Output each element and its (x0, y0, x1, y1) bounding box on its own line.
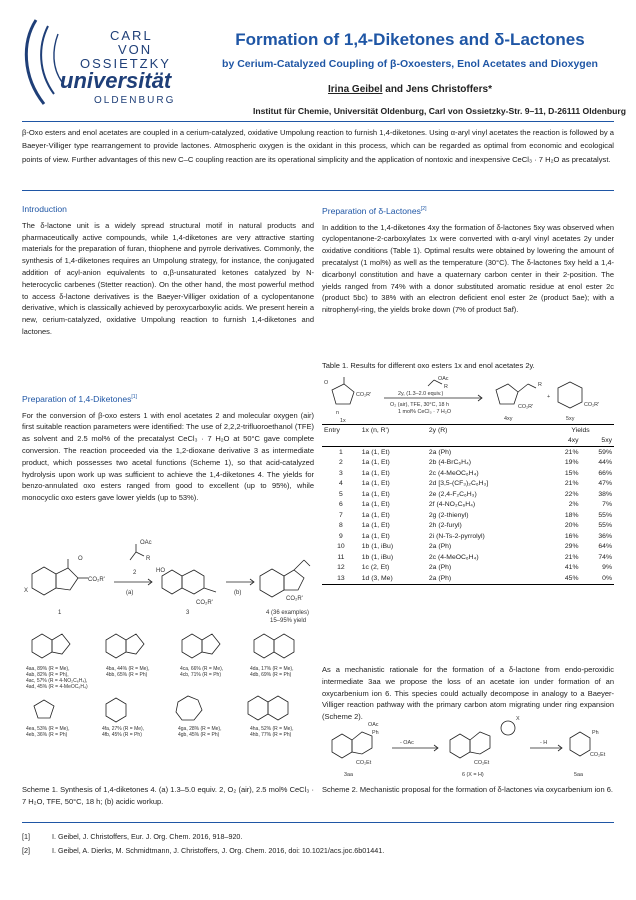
table-cell-oxo-ester: 1a (1, Et) (361, 448, 390, 456)
table-cell-enol-acetate: 2h (2-furyl) (428, 522, 462, 530)
s2-label-ph: Ph (372, 730, 379, 736)
table-row (322, 479, 614, 490)
scheme1-prod-4g-l1: 4ga, 28% (R = Me), (178, 726, 222, 732)
scheme1-prod-4b-l2: 4bb, 65% (R = Ph) (106, 672, 148, 678)
s2-label-co2et: CO₂Et (356, 760, 372, 766)
table-cell-enol-acetate: 2a (Ph) (428, 448, 452, 456)
scheme1-label-3: 3 (186, 610, 190, 616)
table-row (322, 468, 614, 479)
t1-label-r: R (444, 384, 448, 390)
logo-line-ossietzky: OSSIETZKY (80, 56, 171, 71)
scheme1-prod-4a-l1: 4aa, 89% (R = Me), (26, 666, 70, 672)
table-cell-enol-acetate: 2a (Ph) (427, 573, 547, 584)
prep-diketones-heading-text: Preparation of 1,4-Diketones (22, 393, 132, 404)
table-cell-oxo-ester: 1a (1, Et) (361, 469, 390, 477)
table-cell-enol-acetate: 2g (2-thienyl) (428, 511, 469, 519)
scheme1-prod-4f-l2: 4fb, 45% (R = Ph) (102, 732, 142, 738)
table-cell-oxo-ester: 1a (1, Et) (361, 490, 390, 498)
author-separator: and (382, 84, 406, 95)
t1-label-4xy-co2r: CO₂R' (518, 404, 534, 410)
introduction-heading: Introduction (22, 204, 67, 214)
scheme1-prod-4a-l2: 4ab, 82% (R = Ph), (26, 672, 69, 678)
table-cell-oxo-ester: 1a (1, Et) (361, 480, 390, 488)
scheme1-product-rings-row1 (32, 634, 294, 658)
table-cell-yield-5xy: 0% (581, 573, 614, 584)
table-cell-yield-5xy: 74% (598, 553, 612, 561)
introduction-text: The δ-lactone unit is a widely spread structural motif in natural products and pharmaceutically active compounds, while 1,4-diketones are very attractive starting materials for the preparation of furan, thiophene and pyrrole derivatives. Commonly, the synthesis of 1,4-diketones requires an Umpolung strategy, for instance, the conjugated addition of acyl-anion equivalents to α,β-unsaturated ketones catalyzed by N-heterocyclic carbenes (Stetter reaction). On the other hand, the most powerful method to access δ-lactone derivatives is the Baeyer-Villiger oxidation of a cyclopentanone derivative, which is classically achieved by peroxycarboxylic acids. We present herein a new, cerium-catalyzed, oxidative Umpolung reaction to furnish 1,4-diketones and lactones. (22, 220, 314, 336)
t1-label-n: n (336, 410, 339, 416)
table-row (322, 531, 614, 542)
t1-label-r-product: R (538, 382, 542, 388)
t1-label-o: O (324, 380, 329, 386)
scheme1-label-ho: HO (156, 568, 165, 574)
scheme1-prod-4g-l2: 4gb, 45% (R = Ph) (178, 732, 220, 738)
table-cell-yield-5xy: 38% (598, 490, 612, 498)
reference-2 (22, 846, 384, 855)
prep-lactones-text: In addition to the 1,4-diketones 4xy the formation of δ-lactones 5xy was observed when cyclopentanone-2-carboxylates 1x were converted with α-aryl vinyl acetates 2y under oxidative conditions (Table 1). Optimal results were obtained by lowering the amount of precatalyst (1 mol%) as well as the temperature (30°C). The δ-lactones 5xy held a 1,4-dicarbonyl constitution and have a quaternary carbon center in their 2-position. The yields ranged from 74% with a donor substituted aromatic residue at enol ester 2c (product 5bc) to 38% with an electron deficient enol ester 2e (product 5ae); with a nitrophenyl-ring, the yields broke down (7% of product 5af). (322, 222, 614, 315)
table-cell-oxo-ester: 1c (2, Et) (361, 564, 390, 572)
scheme1-label-x: X (24, 588, 29, 594)
logo-line-carl: CARL (110, 28, 153, 43)
scheme1-label-4-co2r: CO₂R' (286, 596, 303, 602)
table-row (322, 563, 614, 574)
table-cell-entry: 10 (337, 543, 345, 551)
scheme1-prod-4h-l2: 4hb, 77% (R = Ph) (250, 732, 292, 738)
table-row (322, 458, 614, 469)
scheme1-label-yield: 15–95% yield (270, 618, 307, 624)
table-row (322, 500, 614, 511)
table-cell-yield-5xy: 44% (598, 459, 612, 467)
table-cell-enol-acetate: 2f (4-NO₂C₆H₄) (428, 501, 476, 509)
table-row (322, 510, 614, 521)
table-cell-yield-5xy: 55% (598, 522, 612, 530)
t1-label-cond2: 1 mol% CeCl₃ · 7 H₂O (398, 409, 452, 415)
t1-label-1x: 1x (340, 418, 346, 424)
table-header-4xy: 4xy (547, 436, 580, 447)
table-cell-yield-5xy: 9% (602, 564, 612, 572)
table-cell-yield-4xy: 16% (564, 532, 579, 540)
scheme1-prod-4e-l1: 4ea, 53% (R = Me), (26, 726, 70, 732)
t1-label-co2r: CO₂R' (356, 392, 372, 398)
table-cell-yield-4xy: 20% (564, 522, 579, 530)
logo-line-von: VON (118, 42, 153, 57)
reference-2-num: [2] (22, 846, 30, 855)
table-header-1x: 1x (n, R') (360, 425, 427, 436)
t1-label-reagent: 2y, (1.3–2.0 equiv.) (398, 391, 444, 397)
t1-label-oac: OAc (438, 376, 449, 382)
table-cell-yield-4xy: 21% (564, 480, 579, 488)
table-cell-entry: 8 (338, 522, 343, 530)
table-cell-entry: 13 (322, 573, 360, 584)
table-cell-entry: 7 (338, 511, 343, 519)
table-cell-yield-5xy: 47% (598, 480, 612, 488)
scheme1-prod-4h-l1: 4ha, 52% (R = Me), (250, 726, 294, 732)
scheme1-cyclopentanone (56, 568, 78, 590)
abstract: β-Oxo esters and enol acetates are coupled in a cerium-catalyzed, oxidative Umpolung reaction to furnish 1,4-diketones. Using α-aryl vinyl acetates the reaction is followed by a Baeyer-Villiger type rearrangement to provide lactones. Atmospheric oxygen is the oxidant in this process, which can be regarded as optimal from economic and ecological points of view. Further advantages of this new C–C coupling reaction are its operational simplicity and the application of nontoxic and inexpensive CeCl₃ · 7 H₂O as precatalyst. (22, 128, 614, 164)
table-cell-oxo-ester: 1a (1, Et) (361, 511, 390, 519)
table-cell-enol-acetate: 2b (4-BrC₆H₄) (428, 459, 472, 467)
table-cell-yield-4xy: 21% (564, 448, 579, 456)
t1-label-cond1: O₂ (air), TFE, 30°C, 18 h (390, 402, 449, 408)
t1-label-4xy: 4xy (504, 416, 513, 422)
s2-label-step1: - OAc (400, 740, 414, 746)
s2-label-x: X (516, 716, 520, 722)
table-cell-yield-4xy: 41% (564, 564, 579, 572)
table-cell-yield-5xy: 64% (598, 543, 612, 551)
author-2: Jens Christoffers* (405, 84, 492, 95)
table-header-entry: Entry (322, 425, 360, 436)
s2-label-5aa: 5aa (574, 772, 583, 778)
table-row (322, 542, 614, 553)
table-cell-enol-acetate: 2c (4-MeOC₆H₄) (428, 469, 479, 477)
table-cell-entry: 3 (338, 469, 343, 477)
table-cell-entry: 12 (337, 564, 345, 572)
divider-references (22, 822, 614, 823)
section-prep-lactones (322, 204, 614, 316)
table-cell-oxo-ester: 1a (1, Et) (361, 522, 390, 530)
scheme1-product-rings-row2 (34, 696, 288, 722)
table-cell-enol-acetate: 2d [3,5-(CF₃)₂C₆H₃] (428, 480, 489, 488)
poster-title: Formation of 1,4-Diketones and δ-Lactones (235, 30, 585, 49)
logo-line-oldenburg: OLDENBURG (94, 95, 176, 106)
table-cell-oxo-ester: 1a (1, Et) (361, 459, 390, 467)
scheme1-benzene-ring (32, 567, 56, 595)
scheme-2 (322, 712, 614, 780)
s2-label-6-co2et: CO₂Et (474, 760, 490, 766)
table-cell-yield-4xy: 18% (564, 511, 579, 519)
scheme-1 (22, 530, 314, 778)
scheme1-prod-4d-l2: 4db, 69% (R = Ph) (250, 672, 292, 678)
scheme1-label-1: 1 (58, 610, 62, 616)
scheme1-label-oac: OAc (140, 540, 152, 546)
table-cell-entry: 4 (338, 480, 343, 488)
scheme1-label-o: O (78, 556, 83, 562)
author-line (200, 84, 620, 95)
table-cell-entry: 5 (338, 490, 343, 498)
table-1-scheme (322, 372, 614, 424)
prep-lactones-heading-text: Preparation of δ-Lactones (322, 205, 421, 216)
divider-top (22, 121, 614, 122)
scheme1-prod-4c-l2: 4cb, 71% (R = Ph) (180, 672, 221, 678)
reference-1 (22, 832, 242, 841)
prep-lactones-heading (322, 204, 614, 218)
prep-diketones-ref: [1] (131, 394, 137, 400)
table-cell-yield-4xy: 15% (564, 469, 579, 477)
prep-lactones-ref: [2] (420, 206, 427, 212)
table-row (322, 573, 614, 584)
scheme1-label-a: (a) (126, 590, 134, 596)
table-cell-yield-5xy: 66% (598, 469, 612, 477)
scheme1-label-r: R (146, 556, 151, 562)
table-cell-enol-acetate: 2c (4-MeOC₆H₄) (428, 553, 479, 561)
s2-label-3aa: 3aa (344, 772, 353, 778)
table-cell-oxo-ester: 1a (1, Et) (361, 501, 390, 509)
scheme1-label-b: (b) (234, 590, 242, 596)
table-1-caption: Table 1. Results for different oxo esters 1x and enol acetates 2y. (322, 361, 535, 370)
table-cell-enol-acetate: 2a (Ph) (428, 543, 452, 551)
prep-diketones-heading (22, 392, 314, 406)
table-row (322, 552, 614, 563)
reference-1-text: I. Geibel, J. Christoffers, Eur. J. Org. Chem. 2016, 918–920. (52, 832, 243, 841)
table-cell-enol-acetate: 2i (N-Ts-2-pyrrolyl) (428, 532, 485, 540)
poster-subtitle: by Cerium-Catalyzed Coupling of β-Oxoesters, Enol Acetates and Dioxygen (222, 58, 598, 70)
table-header-2y: 2y (R) (427, 425, 547, 436)
table-cell-enol-acetate: 2a (Ph) (428, 564, 452, 572)
table-cell-yield-5xy: 59% (598, 448, 612, 456)
s2-label-6: 6 (X = H) (462, 772, 484, 778)
s2-label-co2et-product: CO₂Et (590, 752, 606, 758)
s2-label-oac: OAc (368, 722, 379, 728)
scheme1-prod-4a-l4: 4ad, 45% (R = 4-MeOC₆H₄) (26, 684, 88, 690)
scheme1-label-2: 2 (133, 570, 137, 576)
table-row (322, 447, 614, 458)
university-logo (14, 12, 204, 112)
t1-label-plus: + (547, 394, 551, 400)
affiliation: Institut für Chemie, Universität Oldenburg, Carl von Ossietzky-Str. 9–11, D-26111 Oldenburg (253, 106, 626, 116)
table-cell-entry: 11 (337, 553, 345, 561)
s2-label-ph-product: Ph (592, 730, 599, 736)
scheme1-label-4: 4 (36 examples) (266, 610, 310, 616)
t1-label-5xy: 5xy (566, 416, 575, 422)
scheme1-prod-4c-l1: 4ca, 66% (R = Me), (180, 666, 224, 672)
table-cell-entry: 6 (338, 501, 343, 509)
table-header-yields: Yields (547, 425, 614, 436)
table-cell-yield-4xy: 45% (547, 573, 580, 584)
s2-label-step2: - H (540, 740, 548, 746)
scheme-1-caption: Scheme 1. Synthesis of 1,4-diketones 4. (a) 1.3–5.0 equiv. 2, O₂ (air), 2.5 mol% CeCl₃ · 7 H₂O, TFE, 50°C, 18 h; (b) acidic workup. (22, 785, 314, 806)
scheme1-prod-4a-l3: 4ac, 57% (R = 4-NO₂C₆H₄), (26, 678, 88, 684)
table-cell-oxo-ester: 1a (1, Et) (361, 532, 390, 540)
table-cell-yield-5xy: 36% (598, 532, 612, 540)
table-cell-oxo-ester: 1b (1, iBu) (361, 543, 394, 551)
table-cell-yield-4xy: 21% (564, 553, 579, 561)
scheme1-label-co2r: CO₂R' (88, 577, 105, 583)
divider-abstract (22, 190, 614, 191)
table-row (322, 521, 614, 532)
table-cell-yield-5xy: 7% (602, 501, 612, 509)
table-cell-yield-4xy: 19% (564, 459, 579, 467)
table-cell-entry: 2 (338, 459, 343, 467)
scheme1-prod-4b-l1: 4ba, 44% (R = Me), (106, 666, 150, 672)
table-row (322, 489, 614, 500)
mechanism-text: As a mechanistic rationale for the formation of a δ-lactone from endo-peroxidic intermediate 3aa we propose the loss of an acetate ion under formation of an oxycarbenium ion 6. This species could actually decompose in analogy to a Baeyer-Villiger reaction pathway with the primary carbon atom migrating under ring expansion (Scheme 2). (322, 665, 614, 722)
reference-1-num: [1] (22, 832, 30, 841)
table-header-5xy: 5xy (581, 436, 614, 447)
table-cell-entry: 9 (338, 532, 343, 540)
table-cell-yield-5xy: 55% (598, 511, 612, 519)
table-cell-enol-acetate: 2e (2,4-F₂C₆H₃) (428, 490, 477, 498)
table-cell-oxo-ester: 1b (1, iBu) (361, 553, 394, 561)
table-cell-entry: 1 (338, 448, 343, 456)
section-prep-diketones (22, 392, 314, 504)
section-introduction (22, 204, 314, 338)
t1-label-5xy-co2r: CO₂R' (584, 402, 600, 408)
table-cell-yield-4xy: 22% (564, 490, 579, 498)
logo-line-universitaet: universität (60, 68, 172, 93)
table-cell-yield-4xy: 29% (564, 543, 579, 551)
scheme1-prod-4f-l1: 4fa, 27% (R = Me), (102, 726, 145, 732)
table-cell-yield-4xy: 2% (568, 501, 579, 509)
scheme1-label-3-co2r: CO₂R' (196, 600, 213, 606)
author-1: Irina Geibel (328, 84, 383, 95)
reference-2-text: I. Geibel, A. Dierks, M. Schmidtmann, J. Christoffers, J. Org. Chem. 2016, doi: 10.1021/acs.joc.6b01441. (52, 846, 385, 855)
prep-diketones-text: For the conversion of β-oxo esters 1 with enol acetates 2 and molecular oxygen (air) first suitable reaction parameters were identified: The use of 2,2,2-trifluoroethanol (TFE) as solvent and 2.5 mol% of the precatalyst CeCl₃ · 7 H₂O at 50°C gave complete conversion. The reaction proceeded via the 1,2-dioxane derivative 3 as intermediate product, which possesses two acetal functions (Scheme 1), so that acid-catalyzed hydrolysis upon work up was sufficient to achieve the 1,4-diketones 4. The yields for benzo-annulated oxo esters ranged from good to excellent (up to 95%), while monocyclic oxo esters gave lower yields (up to 53%). (22, 410, 314, 503)
scheme1-prod-4e-l2: 4eb, 36% (R = Ph) (26, 732, 68, 738)
table-cell-oxo-ester: 1d (3, Me) (360, 573, 427, 584)
table-1 (322, 424, 614, 585)
scheme-2-caption: Scheme 2. Mechanistic proposal for the formation of δ-lactones via oxycarbenium ion 6. (322, 785, 613, 794)
scheme1-prod-4d-l1: 4da, 17% (R = Me), (250, 666, 294, 672)
